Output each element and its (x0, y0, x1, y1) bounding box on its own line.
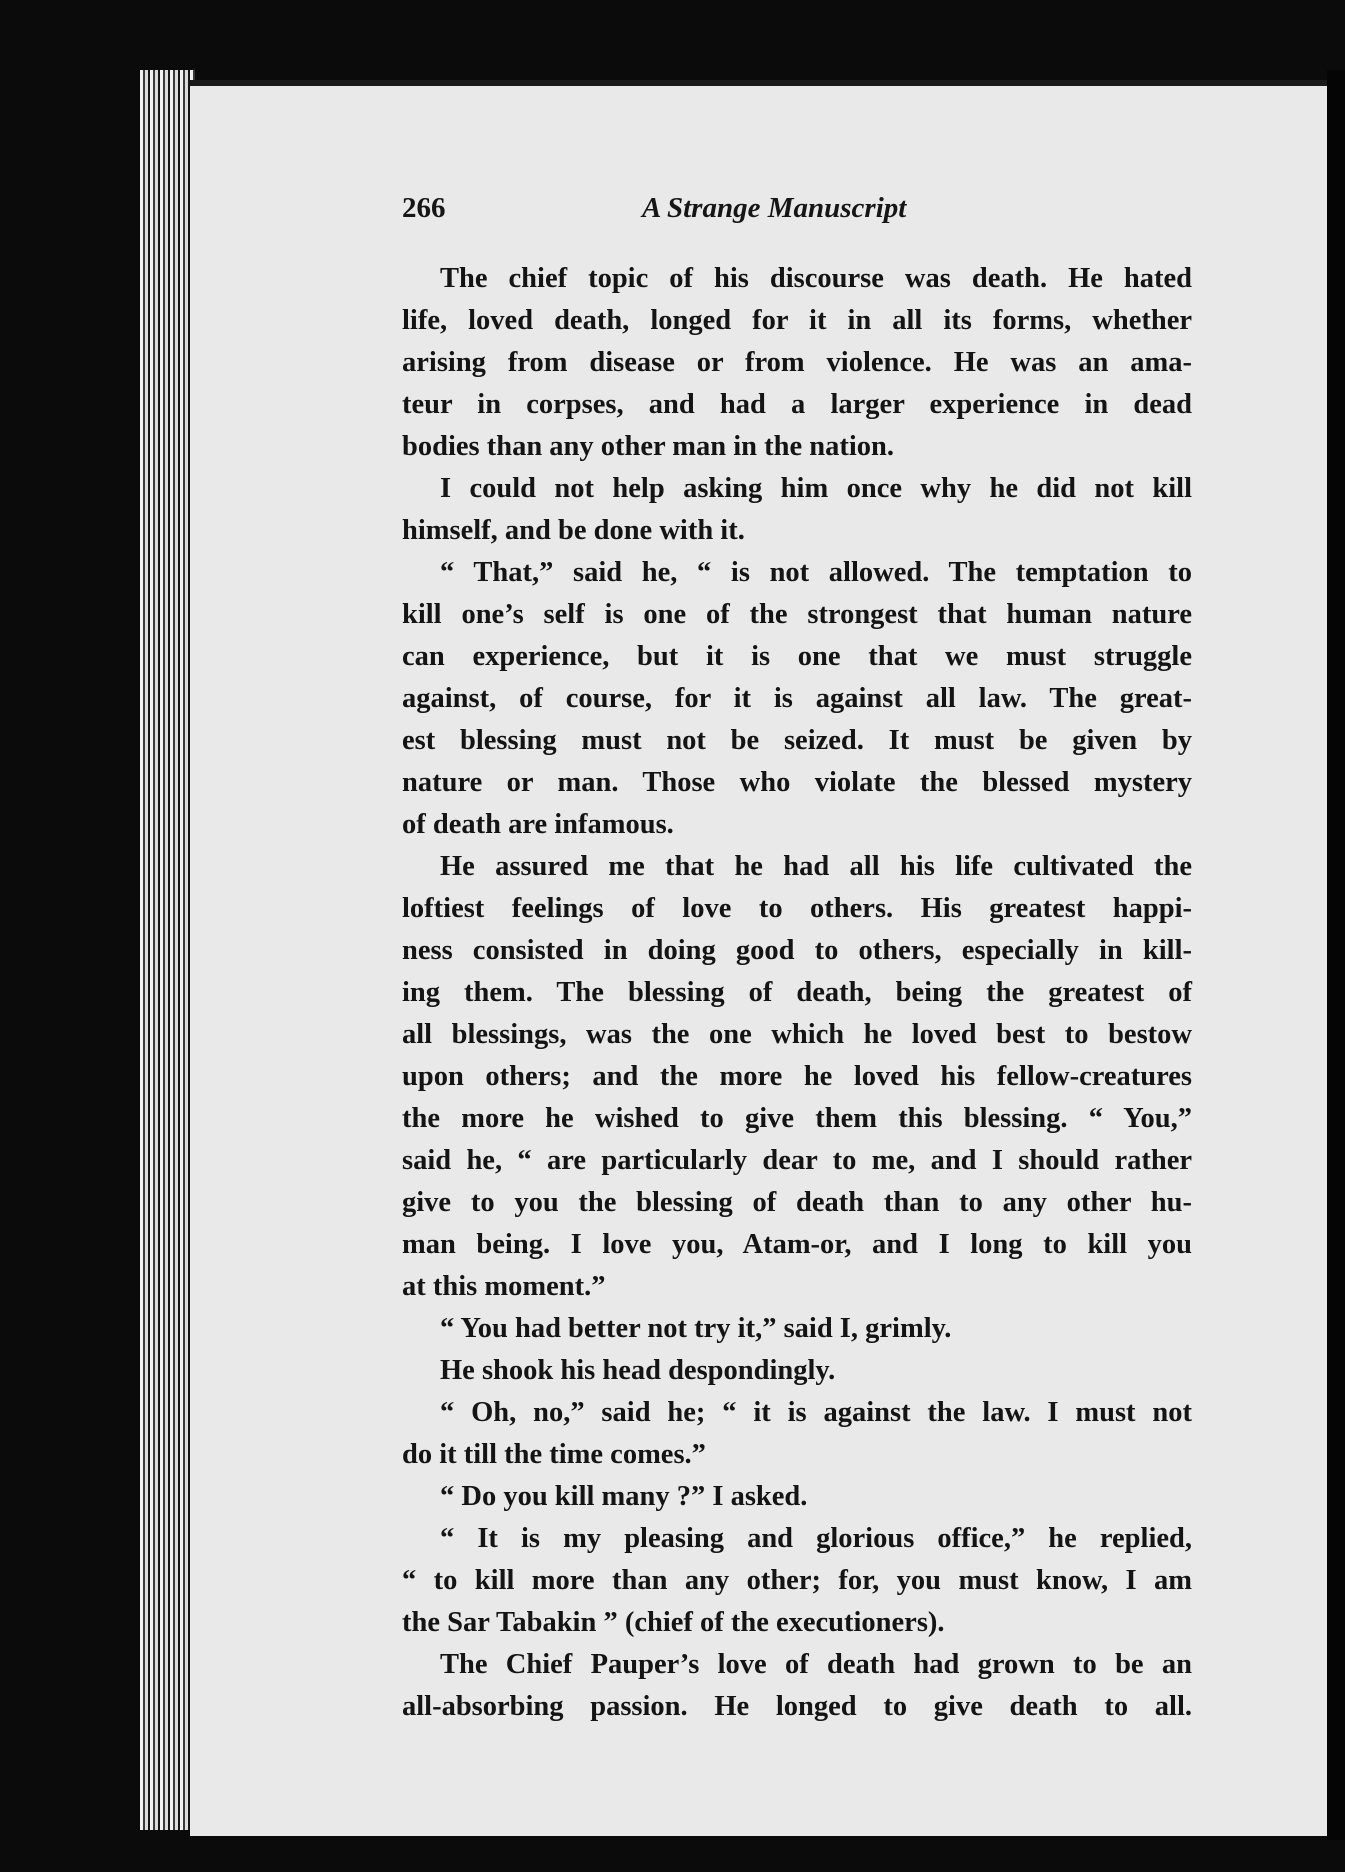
text-line: kill one’s self is one of the strongest that human nature (402, 599, 1192, 630)
book-page-edges (140, 70, 195, 1830)
text-line: est blessing must not be seized. It must be given by (402, 725, 1192, 756)
text-line: The Chief Pauper’s love of death had grown to be an (440, 1649, 1192, 1680)
text-line: said he, “ are particularly dear to me, and I should rather (402, 1145, 1192, 1176)
text-line: man being. I love you, Atam-or, and I long to kill you (402, 1229, 1192, 1260)
text-line: give to you the blessing of death than to any other hu- (402, 1187, 1192, 1218)
text-line: do it till the time comes.” (402, 1439, 706, 1470)
text-line: “ to kill more than any other; for, you must know, I am (402, 1565, 1192, 1596)
text-line: all-absorbing passion. He longed to give death to all. (402, 1691, 1192, 1722)
text-line: He assured me that he had all his life cultivated the (440, 851, 1192, 882)
running-head (402, 192, 962, 242)
text-line: himself, and be done with it. (402, 515, 745, 546)
text-line: at this moment.” (402, 1271, 606, 1302)
book-title: A Strange Manuscript (642, 192, 907, 224)
text-line: against, of course, for it is against all law. The great- (402, 683, 1192, 714)
text-line: “ Oh, no,” said he; “ it is against the law. I must not (440, 1397, 1192, 1428)
page-number: 266 (402, 192, 446, 224)
text-line: nature or man. Those who violate the blessed mystery (402, 767, 1192, 798)
text-line: loftiest feelings of love to others. His greatest happi- (402, 893, 1192, 924)
text-line: ness consisted in doing good to others, especially in kill- (402, 935, 1192, 966)
text-line: the more he wished to give them this blessing. “ You,” (402, 1103, 1192, 1134)
text-line: He shook his head despondingly. (440, 1355, 836, 1386)
text-line: all blessings, was the one which he loved best to bestow (402, 1019, 1192, 1050)
text-line: I could not help asking him once why he did not kill (440, 473, 1192, 504)
page-gutter-shadow (1327, 70, 1345, 1840)
text-line: ing them. The blessing of death, being the greatest of (402, 977, 1192, 1008)
text-line: The chief topic of his discourse was death. He hated (440, 263, 1192, 294)
text-line: “ Do you kill many ?” I asked. (440, 1481, 808, 1512)
text-line: “ That,” said he, “ is not allowed. The temptation to (440, 557, 1192, 588)
body-text (402, 258, 1192, 1728)
text-line: upon others; and the more he loved his fellow-creatures (402, 1061, 1192, 1092)
text-line: life, loved death, longed for it in all its forms, whether (402, 305, 1192, 336)
text-line: arising from disease or from violence. He was an ama- (402, 347, 1192, 378)
text-line: can experience, but it is one that we must struggle (402, 641, 1192, 672)
text-line: “ You had better not try it,” said I, grimly. (440, 1313, 952, 1344)
text-line: the Sar Tabakin ” (chief of the executioners). (402, 1607, 945, 1638)
text-line: “ It is my pleasing and glorious office,” he replied, (440, 1523, 1192, 1554)
text-line: teur in corpses, and had a larger experience in dead (402, 389, 1192, 420)
text-line: of death are infamous. (402, 809, 674, 840)
text-line: bodies than any other man in the nation. (402, 431, 894, 462)
